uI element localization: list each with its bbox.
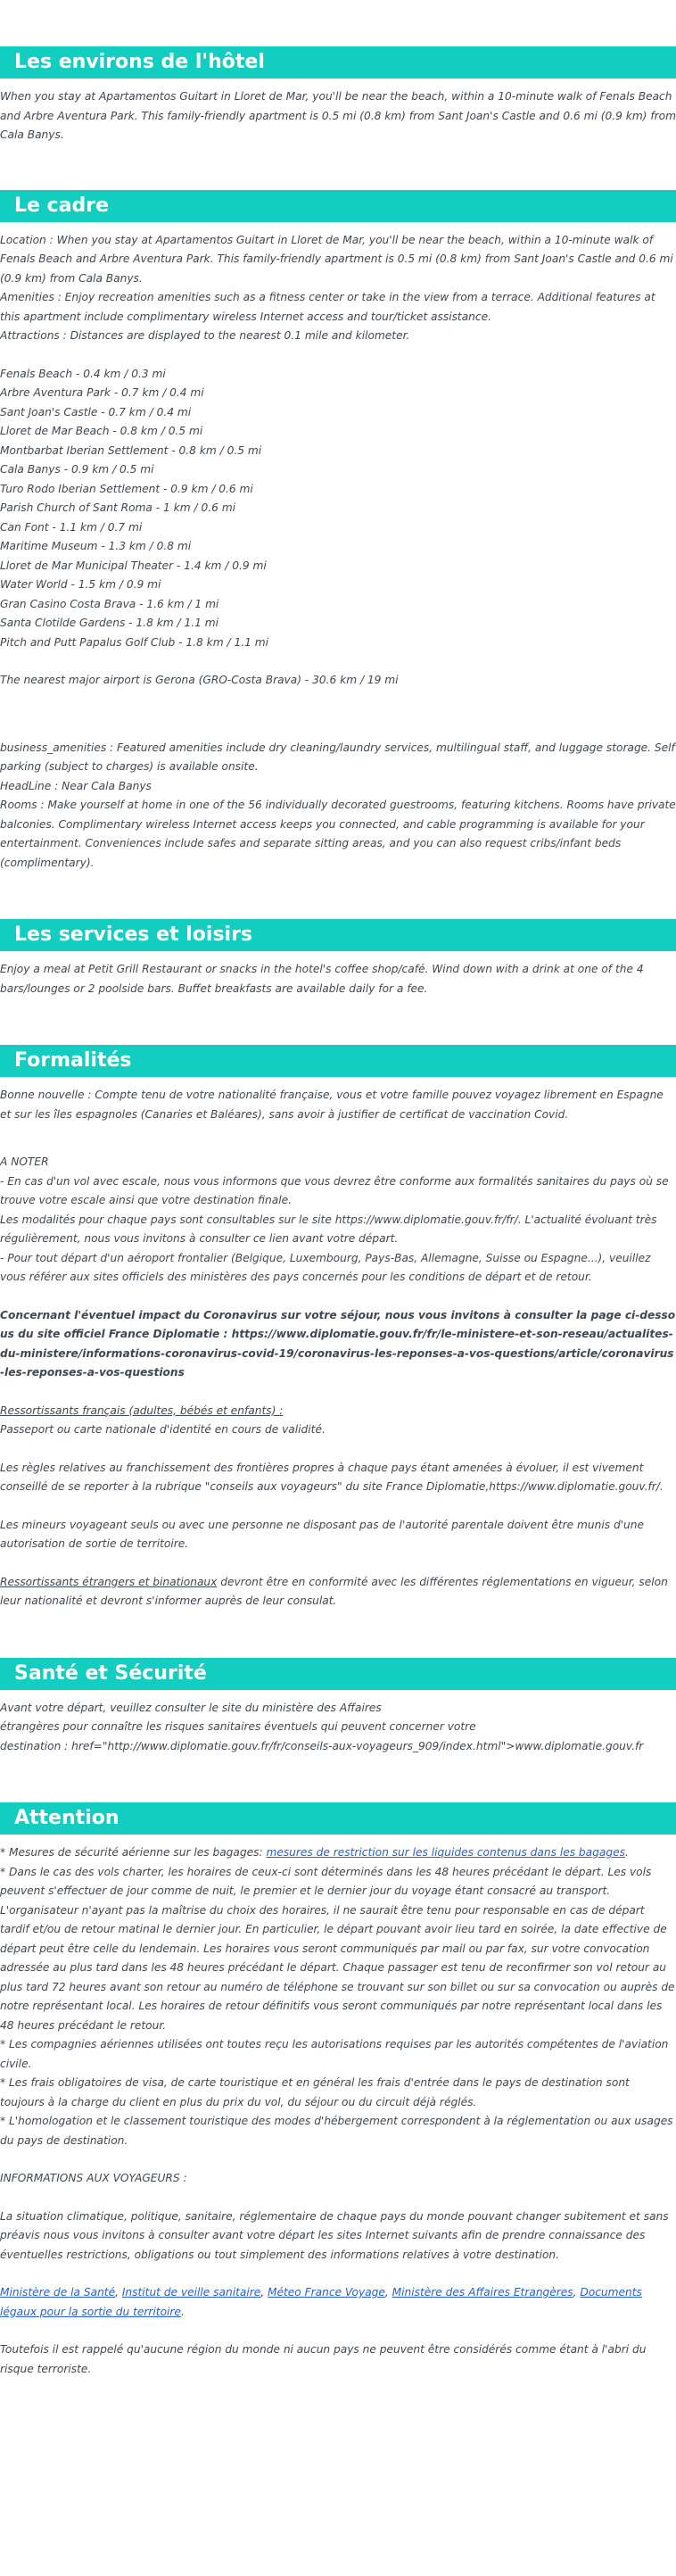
- foreign-nationals-text: devront être en conformité avec les différentes réglementations en vigueur, selon leur nationalité et devront s'informer auprès de leur consulat.: [0, 1575, 668, 1607]
- travellers-info-text: La situation climatique, politique, sanitaire, réglementaire de chaque pays du monde pouvant changer subitement et sans préavis nous vous invitons à consulter avant votre départ les sites Internet suivants afin de prendre connaissance des éventuelles restrictions, obligations ou tout simplement des informations relatives à votre destination.: [0, 2209, 669, 2261]
- anoter-modalites: Les modalités pour chaque pays sont consultables sur le site https://www.diplomatie.gouv.fr/fr/. L'actualité évoluant très régulièrement, nous vous invitons à consulter ce lien avant votre départ.: [0, 1213, 657, 1245]
- terrorism-notice: Toutefois il est rappelé qu'aucune région du monde ni aucun pays ne peuvent être considérés comme étant à l'abri du risque terroriste.: [0, 2343, 647, 2375]
- cadre-business-amenities: business_amenities : Featured amenities include dry cleaning/laundry services, multilingual staff, and luggage storage. Self parking (subject to charges) is available onsite.: [0, 741, 675, 773]
- section-attention: [0, 1802, 676, 2379]
- minors-notice: Les mineurs voyageant seuls ou avec une personne ne disposant pas de l'autorité parentale doivent être munis d'une autorisation de sortie de territoire.: [0, 1518, 645, 1550]
- section-title-formalites: Formalités: [0, 1045, 676, 1077]
- section-sante: [0, 1658, 676, 1757]
- cadre-rooms: Rooms : Make yourself at home in one of the 56 individually decorated guestrooms, featuring kitchens. Rooms have private balconies. Complimentary wireless Internet access keeps you connected, and cable programming is available for your entertainment. Conveniences include safes and separate sitting areas, and you can also request cribs/infant beds (complimentary).: [0, 799, 676, 869]
- section-title-sante: Santé et Sécurité: [0, 1658, 676, 1690]
- distance-item: Gran Casino Costa Brava - 1.6 km / 1 mi: [0, 597, 219, 610]
- distance-item: Sant Joan's Castle - 0.7 km / 0.4 mi: [0, 405, 192, 418]
- luggage-suffix: .: [624, 1846, 629, 1859]
- attention-bullet-airlines: * Les compagnies aériennes utilisées ont toutes reçu les autorisations requises par les autorités compétentes de l'aviation civile.: [0, 2038, 669, 2070]
- section-environs: [0, 46, 676, 145]
- attention-bullet-homologation: * L'homologation et le classement touristique des modes d'hébergement correspondent à la réglementation ou aux usages du pays de destination.: [0, 2115, 673, 2147]
- attention-bullet-fees: * Les frais obligatoires de visa, de carte touristique et en général les frais d'entrée dans le pays de destination sont toujours à la charge du client en plus du prix du vol, du séjour ou du circuit déjà réglés.: [0, 2076, 630, 2108]
- foreign-nationals: [0, 1573, 676, 1611]
- section-formalites: [0, 1045, 676, 1611]
- environs-text: When you stay at Apartamentos Guitart in Lloret de Mar, you'll be near the beach, within a 10-minute walk of Fenals Beach and Arbre Aventura Park. This family-friendly apartment is 0.5 mi (0.8 km) from Sant Joan's Castle and 0.6 mi (0.9 km) from Cala Banys.: [0, 90, 676, 141]
- section-cadre: [0, 190, 676, 874]
- distance-item: Parish Church of Sant Roma - 1 km / 0.6 mi: [0, 501, 235, 514]
- section-services: [0, 919, 676, 998]
- sante-line-1: Avant votre départ, veuillez consulter le site du ministère des Affaires: [0, 1701, 382, 1714]
- link-separator: ,: [260, 2286, 268, 2299]
- link-documents-legaux[interactable]: Documents légaux pour la sortie du territoire: [0, 2286, 642, 2318]
- distance-item: Arbre Aventura Park - 0.7 km / 0.4 mi: [0, 386, 204, 399]
- cadre-attractions: Attractions : Distances are displayed to the nearest 0.1 mile and kilometer.: [0, 329, 410, 342]
- cadre-headline: HeadLine : Near Cala Banys: [0, 779, 152, 792]
- anoter-frontalier: - Pour tout départ d'un aéroport frontalier (Belgique, Luxembourg, Pays-Bas, Allemagne, Suisse ou Espagne...), veuillez vous référer aux sites officiels des ministères des pays concernés pour les conditions de départ et de retour.: [0, 1251, 651, 1283]
- cadre-amenities: Amenities : Enjoy recreation amenities such as a fitness center or take in the view from a terrace. Additional features at this apartment include complimentary wireless Internet access and tour/ticket assistance.: [0, 291, 655, 323]
- distance-item: Can Font - 1.1 km / 0.7 mi: [0, 520, 143, 534]
- section-title-attention: Attention: [0, 1802, 676, 1835]
- link-veille-sanitaire[interactable]: Institut de veille sanitaire: [121, 2286, 261, 2299]
- attention-bullet-charter: * Dans le cas des vols charter, les horaires de ceux-ci sont déterminés dans les 48 heures précédant le départ. Les vols peuvent s'effectuer de jour comme de nuit, le premier et le dernier jour du voyage étant consacré au transport. L'organisateur n'ayant pas la maîtrise du choix des horaires, il ne saurait être tenu pour responsable en cas de départ tardif et/ou de retour matinal le dernier jour. En particulier, le départ pouvant avoir lieu tard en soirée, la date effective de départ peut être celle du lendemain. Les horaires vous seront communiqués par mail ou par fax, sur votre convocation adressée au plus tard dans les 48 heures précédant le départ. Chaque passager est tenu de reconfirmer son vol retour au plus tard 72 heures avant son retour au numéro de téléphone se trouvant sur son billet ou sur sa convocation ou auprès de notre représentant local. Les horaires de retour définitifs vous seront communiqués par notre représentant local dans les 48 heures précédant le retour.: [0, 1865, 675, 2032]
- fr-nationals-heading: Ressortissants français (adultes, bébés et enfants) :: [0, 1404, 284, 1417]
- distance-item: Pitch and Putt Papalus Golf Club - 1.8 km / 1.1 mi: [0, 635, 268, 649]
- distance-item: Water World - 1.5 km / 0.9 mi: [0, 578, 161, 591]
- cadre-location: Location : When you stay at Apartamentos Guitart in Lloret de Mar, you'll be near the beach, within a 10-minute walk of Fenals Beach and Arbre Aventura Park. This family-friendly apartment is 0.5 mi (0.8 km) from Sant Joan's Castle and 0.6 mi (0.9 km) from Cala Banys.: [0, 233, 673, 285]
- border-rules: Les règles relatives au franchissement des frontières propres à chaque pays étant amenées à évoluer, il est vivement conseillé de se reporter à la rubrique "conseils aux voyageurs" du site France Diplomatie,https://www.diplomatie.gouv.fr/.: [0, 1461, 664, 1493]
- link-separator: ,: [573, 2286, 581, 2299]
- section-title-services: Les services et loisirs: [0, 919, 676, 951]
- cadre-airport: The nearest major airport is Gerona (GRO-Costa Brava) - 30.6 km / 19 mi: [0, 674, 399, 686]
- foreign-nationals-heading: Ressortissants étrangers et binationaux: [0, 1575, 218, 1588]
- distance-item: Santa Clotilde Gardens - 1.8 km / 1.1 mi: [0, 617, 218, 629]
- anoter-heading: A NOTER: [0, 1155, 49, 1168]
- anoter-escale: - En cas d'un vol avec escale, nous vous informons que vous devrez être conforme aux formalités sanitaires du pays où se trouve votre escale ainsi que votre destination finale.: [0, 1174, 669, 1206]
- distance-item: Turo Rodo Iberian Settlement - 0.9 km / 0.6 mi: [0, 482, 253, 495]
- official-links: [0, 2283, 676, 2322]
- distance-item: Maritime Museum - 1.3 km / 0.8 mi: [0, 540, 192, 552]
- link-affaires-etrangeres[interactable]: Ministère des Affaires Etrangères: [392, 2286, 573, 2299]
- sante-line-2: étrangères pour connaître les risques sanitaires éventuels qui peuvent concerner votre: [0, 1720, 476, 1733]
- distance-item: Cala Banys - 0.9 km / 0.5 mi: [0, 463, 154, 476]
- distance-item: Montbarbat Iberian Settlement - 0.8 km / 0.5 mi: [0, 443, 262, 457]
- links-end: .: [180, 2305, 185, 2318]
- section-title-environs: Les environs de l'hôtel: [0, 46, 676, 79]
- liquids-restriction-link[interactable]: mesures de restriction sur les liquides contenus dans les bagages: [266, 1846, 625, 1859]
- distance-item: Fenals Beach - 0.4 km / 0.3 mi: [0, 367, 166, 380]
- sante-line-3: destination : href="http://www.diplomatie.gouv.fr/fr/conseils-aux-voyageurs_909/index.html">www.diplomatie.gouv.fr: [0, 1739, 644, 1752]
- link-separator: ,: [115, 2286, 122, 2299]
- attention-bullet-luggage: [0, 1843, 676, 1863]
- distance-list: [0, 365, 676, 653]
- distance-item: Lloret de Mar Beach - 0.8 km / 0.5 mi: [0, 425, 203, 437]
- travellers-info-heading: INFORMATIONS AUX VOYAGEURS :: [0, 2172, 187, 2184]
- services-text: Enjoy a meal at Petit Grill Restaurant or snacks in the hotel's coffee shop/café. Wind down with a drink at one of the 4 bars/lounges or 2 poolside bars. Buffet breakfasts are available daily for a fee.: [0, 963, 644, 995]
- formalites-intro: Bonne nouvelle : Compte tenu de votre nationalité française, vous et votre famille pouvez voyagez librement en Espagne et sur les îles espagnoles (Canaries et Baléares), sans avoir à justifier de certificat de vaccination Covid.: [0, 1089, 664, 1121]
- covid-notice: Concernant l'éventuel impact du Coronavirus sur votre séjour, nous vous invitons à consulter la page ci-dessous du site officiel France Diplomatie : https://www.diplomatie.gouv.fr/fr/le-ministere-et-son-reseau/actualites-du-ministere/informations-coronavirus-covid-19/coronavirus-les-reponses-a-vos-questions/article/coronavirus-les-reponses-a-vos-questions: [0, 1308, 676, 1379]
- section-title-cadre: Le cadre: [0, 190, 676, 222]
- distance-item: Lloret de Mar Municipal Theater - 1.4 km / 0.9 mi: [0, 559, 267, 572]
- link-separator: ,: [384, 2286, 392, 2299]
- link-meteo-france[interactable]: Méteo France Voyage: [268, 2286, 385, 2299]
- link-ministere-sante[interactable]: Ministère de la Santé: [0, 2286, 116, 2299]
- luggage-prefix: * Mesures de sécurité aérienne sur les bagages:: [0, 1846, 267, 1859]
- fr-nationals-text: Passeport ou carte nationale d'identité en cours de validité.: [0, 1423, 326, 1436]
